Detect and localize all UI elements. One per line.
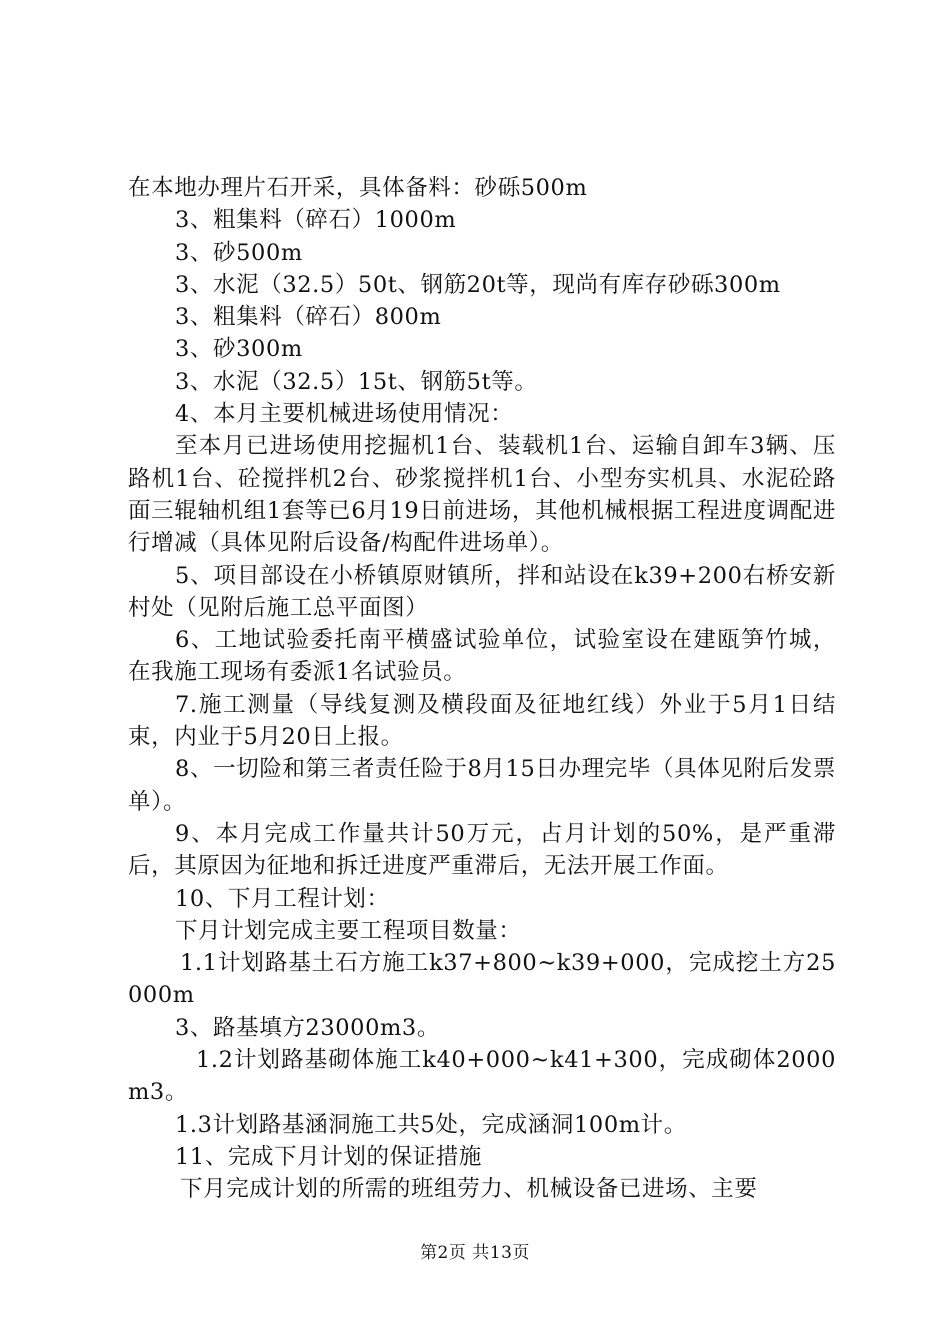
paragraph: 5、项目部设在小桥镇原财镇所，拌和站设在k39+200右桥安新村处（见附后施工总平面图）	[128, 562, 836, 621]
paragraph: 3、砂300m	[175, 336, 303, 363]
document-body	[128, 172, 836, 1206]
paragraph: 3、水泥（32.5）50t、钢筋20t等，现尚有库存砂砾300m	[175, 271, 781, 298]
paragraph: 下月完成计划的所需的班组劳力、机械设备已进场、主要	[180, 1176, 758, 1203]
paragraph: 3、粗集料（碎石）800m	[175, 304, 442, 331]
paragraph: 8、一切险和第三者责任险于8月15日办理完毕（具体见附后发票单）。	[128, 756, 836, 815]
paragraph: 在本地办理片石开采，具体备料：砂砾500m	[128, 175, 588, 201]
paragraph: 1.1计划路基土石方施工k37+800~k39+000，完成挖土方25000m	[128, 950, 836, 1009]
paragraph: 11、完成下月计划的保证措施	[175, 1143, 483, 1170]
paragraph: 9、本月完成工作量共计50万元，占月计划的50%，是严重滞后，其原因为征地和拆迁进度严重滞后，无法开展工作面。	[128, 820, 836, 880]
paragraph: 3、砂500m	[175, 239, 303, 266]
paragraph: 3、路基填方23000m3。	[175, 1014, 440, 1041]
paragraph: 1.3计划路基涵洞施工共5处，完成涵洞100m计。	[175, 1111, 687, 1138]
paragraph: 6、工地试验委托南平横盛试验单位，试验室设在建瓯笋竹城，在我施工现场有委派1名试验员。	[128, 627, 836, 686]
paragraph: 7.施工测量（导线复测及横段面及征地红线）外业于5月1日结束，内业于5月20日上报。	[128, 691, 836, 751]
paragraph: 1.2计划路基砌体施工k40+000~k41+300，完成砌体2000m3。	[128, 1047, 836, 1106]
paragraph: 3、粗集料（碎石）1000m	[175, 207, 457, 234]
paragraph: 3、水泥（32.5）15t、钢筋5t等。	[175, 368, 538, 395]
page-footer: 第2页 共13页	[420, 1243, 530, 1263]
paragraph: 4、本月主要机械进场使用情况：	[175, 401, 514, 428]
paragraph: 10、下月工程计划：	[175, 885, 390, 912]
paragraph: 下月计划完成主要工程项目数量：	[175, 917, 522, 944]
paragraph: 至本月已进场使用挖掘机1台、装载机1台、运输自卸车3辆、压路机1台、砼搅拌机2台、砂浆搅拌机1台、小型夯实机具、水泥砼路面三辊轴机组1套等已6月19日前进场，其他机械根据工程进度调配进行增减（具体见附后设备/构配件进场单）。	[128, 433, 836, 557]
